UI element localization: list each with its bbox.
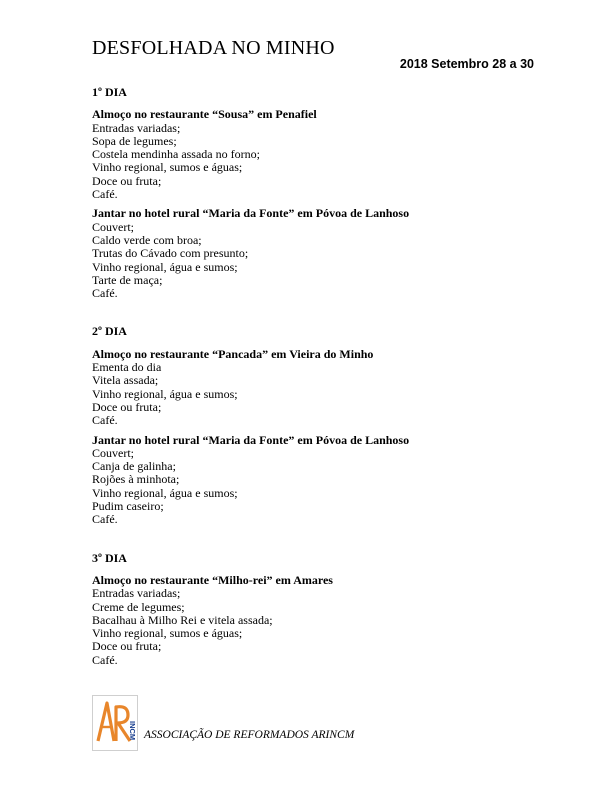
page-footer	[92, 695, 422, 755]
meal-title: Almoço no restaurante “Milho-rei” em Amares	[92, 572, 333, 587]
meal-block	[92, 434, 532, 527]
meal-title: Jantar no hotel rural “Maria da Fonte” em Póvoa de Lanhoso	[92, 206, 410, 221]
dish-item: Café.	[92, 286, 118, 301]
dish-item: Couvert;	[92, 219, 134, 234]
dish-item: Vitela assada;	[92, 373, 159, 388]
day-title: 1º DIA	[92, 85, 127, 99]
dish-item: Vinho regional, sumos e águas;	[92, 160, 243, 175]
dish-item: Costela mendinha assada no forno;	[92, 147, 260, 162]
dish-item: Vinho regional, água e sumos;	[92, 259, 238, 274]
dish-item: Vinho regional, sumos e águas;	[92, 626, 243, 641]
dish-item: Entradas variadas;	[92, 120, 181, 135]
meal-block	[92, 108, 532, 201]
dish-item: Couvert;	[92, 445, 134, 460]
day-title: 3º DIA	[92, 550, 127, 565]
dish-item: Doce ou fruta;	[92, 173, 162, 188]
arincm-logo	[92, 695, 138, 751]
dish-item: Vinho regional, água e sumos;	[92, 485, 238, 500]
meal-title: Almoço no restaurante “Sousa” em Penafiel	[92, 107, 317, 122]
day-section	[92, 86, 532, 300]
day-section	[92, 552, 532, 667]
meal-title: Jantar no hotel rural “Maria da Fonte” em Póvoa de Lanhoso	[92, 432, 410, 447]
dish-item: Sopa de legumes;	[92, 133, 177, 148]
dish-item: Creme de legumes;	[92, 599, 185, 614]
day-title: 2º DIA	[92, 324, 127, 339]
menu-content	[92, 86, 532, 692]
meal-title: Almoço no restaurante “Pancada” em Vieira do Minho	[92, 346, 374, 361]
dish-item: Ementa do dia	[92, 360, 162, 375]
event-dates: 2018 Setembro 28 a 30	[399, 57, 534, 71]
document-title: DESFOLHADA NO MINHO	[92, 37, 335, 59]
dish-item: Doce ou fruta;	[92, 399, 162, 414]
meal-block	[92, 348, 532, 428]
dish-item: Café.	[92, 652, 118, 667]
svg-text:INCM: INCM	[128, 721, 137, 741]
dish-item: Caldo verde com broa;	[92, 232, 202, 247]
dish-item: Canja de galinha;	[92, 459, 176, 474]
association-name: ASSOCIAÇÃO DE REFORMADOS ARINCM	[144, 729, 355, 741]
dish-item: Café.	[92, 512, 118, 527]
meal-block	[92, 574, 532, 667]
dish-item: Pudim caseiro;	[92, 499, 164, 514]
dish-item: Café.	[92, 187, 118, 202]
dish-item: Tarte de maça;	[92, 272, 163, 287]
dish-item: Trutas do Cávado com presunto;	[92, 246, 249, 261]
dish-item: Entradas variadas;	[92, 586, 181, 601]
dish-item: Rojões à minhota;	[92, 472, 180, 487]
day-section	[92, 325, 532, 526]
dish-item: Bacalhau à Milho Rei e vitela assada;	[92, 612, 273, 627]
dish-item: Vinho regional, água e sumos;	[92, 386, 238, 401]
meal-block	[92, 207, 532, 300]
dish-item: Doce ou fruta;	[92, 639, 162, 654]
dish-item: Café.	[92, 413, 118, 428]
